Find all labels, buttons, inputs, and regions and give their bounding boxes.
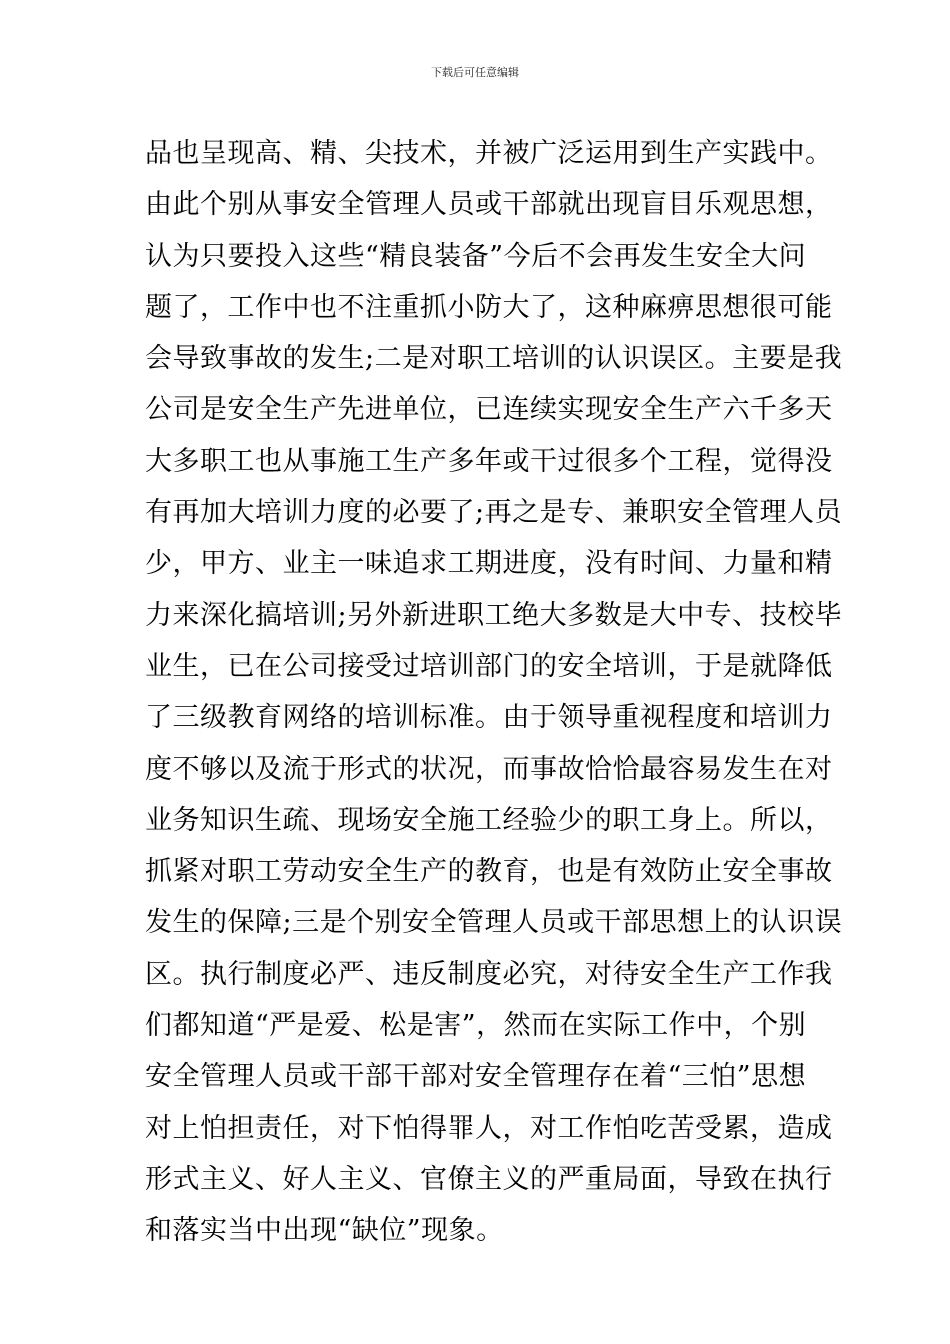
text-line: 形式主义、好人主义、官僚主义的严重局面，导致在执行 (145, 1163, 833, 1195)
text-line: 业务知识生疏、现场安全施工经验少的职工身上。所以， (145, 804, 833, 836)
text-line: 由此个别从事安全管理人员或干部就出现盲目乐观思想， (145, 189, 833, 221)
text-line: 有再加大培训力度的必要了;再之是专、兼职安全管理人员 (145, 497, 843, 529)
text-line: 公司是安全生产先进单位，已连续实现安全生产六千多天 (145, 394, 833, 426)
text-line: 和落实当中出现“缺位”现象。 (145, 1215, 504, 1247)
text-line: 力来深化搞培训;另外新进职工绝大多数是大中专、技校毕 (145, 599, 843, 631)
text-line: 会导致事故的发生;二是对职工培训的认识误区。主要是我 (145, 343, 843, 375)
text-line: 题了，工作中也不注重抓小防大了，这种麻痹思想很可能 (145, 291, 833, 323)
page-header: 下载后可任意编辑 (431, 66, 519, 79)
text-line: 认为只要投入这些“精良装备”今后不会再发生安全大问 (145, 240, 807, 272)
text-line: 业生，已在公司接受过培训部门的安全培训，于是就降低 (145, 650, 833, 682)
text-line: 安全管理人员或干部干部对安全管理存在着“三怕”思想 (145, 1061, 807, 1093)
text-line: 抓紧对职工劳动安全生产的教育，也是有效防止安全事故 (145, 856, 833, 888)
text-line: 了三级教育网络的培训标准。由于领导重视程度和培训力 (145, 702, 833, 734)
text-line: 对上怕担责任，对下怕得罪人，对工作怕吃苦受累，造成 (145, 1112, 833, 1144)
text-line: 大多职工也从事施工生产多年或干过很多个工程，觉得没 (145, 445, 833, 477)
text-line: 品也呈现高、精、尖技术，并被广泛运用到生产实践中。 (145, 138, 833, 169)
text-line: 发生的保障;三是个别安全管理人员或干部思想上的认识误 (145, 907, 843, 939)
body-text (145, 128, 843, 1257)
text-line: 们都知道“严是爱、松是害”，然而在实际工作中，个别 (145, 1010, 807, 1042)
text-line: 度不够以及流于形式的状况，而事故恰恰最容易发生在对 (145, 753, 833, 785)
text-line: 少，甲方、业主一味追求工期进度，没有时间、力量和精 (145, 548, 833, 580)
text-line: 区。执行制度必严、违反制度必究，对待安全生产工作我 (145, 958, 833, 990)
